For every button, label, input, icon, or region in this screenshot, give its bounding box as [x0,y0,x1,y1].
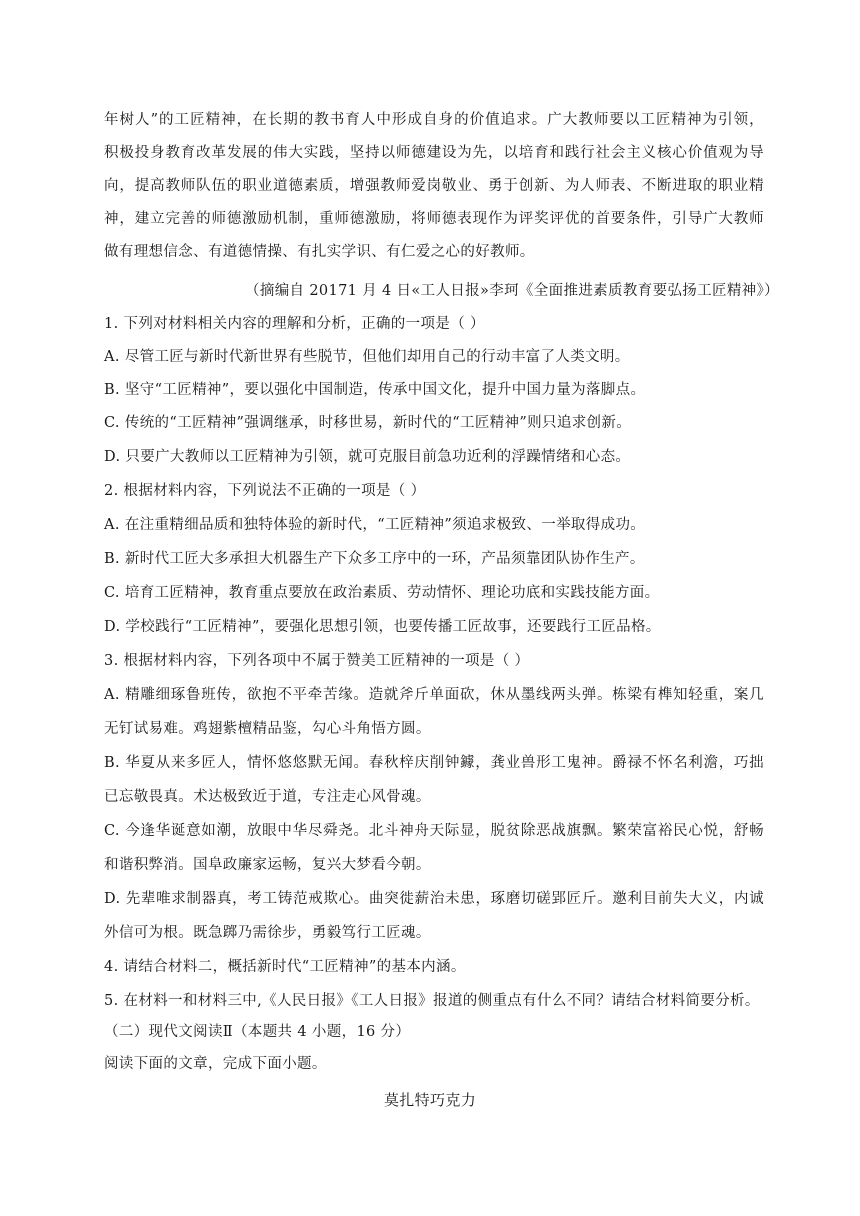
question-1-stem: 1. 下列对材料相关内容的理解和分析，正确的一项是（ ） [104,316,485,332]
article-title: 莫扎特巧克力 [383,1091,477,1109]
question-3-option-a-line2: 无钉试易难。鸡翅紫檀精品鉴，勾心斗角悟方圆。 [104,721,431,737]
section-2-heading: （二）现代文阅读Ⅱ（本题共 4 小题，16 分） [104,1024,411,1040]
passage-source: （摘编自 20171 月 4 日«工人日报»李珂《全面推进素质教育要弘扬工匠精神》） [245,283,779,299]
question-4-stem: 4. 请结合材料二，概括新时代“工匠精神”的基本内涵。 [104,959,466,975]
question-3-option-d-line2: 外信可为根。既急踯乃需徐步，勇毅笃行工匠魂。 [104,925,431,941]
question-5-stem: 5. 在材料一和材料三中,《人民日报》《工人日报》报道的侧重点有什么不同？请结合材料简要分析。 [104,993,760,1009]
question-3-option-a-line1: A. 精雕细琢鲁班传，欲抱不平牵苦缘。造就斧斤单面砍，休从墨线两头弹。栋梁有榫知轻重，案几 [104,687,764,703]
question-2-option-a: A. 在注重精细品质和独特体验的新时代，“工匠精神”须追求极致、一举取得成功。 [104,517,646,533]
question-3-option-b-line2: 已忘敬畏真。术达极致近于道，专注走心风骨魂。 [104,789,431,805]
question-2-stem: 2. 根据材料内容，下列说法不正确的一项是（ ） [104,483,426,499]
passage-line: 年树人”的工匠精神，在长期的教书育人中形成自身的价值追求。广大教师要以工匠精神为引领， [104,112,764,128]
section-2-instruction: 阅读下面的文章，完成下面小题。 [104,1056,327,1072]
question-1-option-c: C. 传统的“工匠精神”强调继承，时移世易，新时代的“工匠精神”则只追求创新。 [104,415,632,431]
question-3-option-b-line1: B. 华夏从来多匠人，情怀悠悠默无闻。春秋梓庆削钟鐻，龚业兽形工鬼神。爵禄不怀名利澹，巧拙 [104,755,764,771]
passage-line: 神，建立完善的师德激励机制，重师德激励，将师德表现作为评奖评优的首要条件，引导广大教师 [104,211,764,227]
question-3-option-c-line1: C. 今逢华诞意如潮，放眼中华尽舜尧。北斗神舟天际显，脱贫除恶战旗飘。繁荣富裕民心悦，舒畅 [104,823,764,839]
question-3-option-d-line1: D. 先辈唯求制器真，考工铸范戒欺心。曲突徙薪治未患，琢磨切磋郢匠斤。邀利目前失大义，内诚 [104,891,764,907]
question-2-option-d: D. 学校践行“工匠精神”，要强化思想引领，也要传播工匠故事，还要践行工匠品格。 [104,619,661,635]
question-1-option-d: D. 只要广大教师以工匠精神为引领，就可克服目前急功近利的浮躁情绪和心态。 [104,449,631,465]
question-1-option-a: A. 尽管工匠与新时代新世界有些脱节，但他们却用自己的行动丰富了人类文明。 [104,349,630,365]
question-1-option-b: B. 坚守“工匠精神”，要以强化中国制造，传承中国文化，提升中国力量为落脚点。 [104,382,646,398]
passage-line: 积极投身教育改革发展的伟大实践，坚持以师德建设为先，以培育和践行社会主义核心价值观为导 [104,145,764,161]
passage-line: 向，提高教师队伍的职业道德素质，增强教师爱岗敬业、勇于创新、为人师表、不断进取的职业精 [104,178,764,194]
question-3-stem: 3. 根据材料内容，下列各项中不属于赞美工匠精神的一项是（ ） [104,653,530,669]
passage-line: 做有理想信念、有道德情操、有扎实学识、有仁爱之心的好教师。 [104,244,535,260]
question-3-option-c-line2: 和谐积弊消。国阜政廉家运畅，复兴大梦看今朝。 [104,857,431,873]
question-2-option-b: B. 新时代工匠大多承担大机器生产下众多工序中的一环，产品须靠团队协作生产。 [104,551,645,567]
question-2-option-c: C. 培育工匠精神，教育重点要放在政治素质、劳动情怀、理论功底和实践技能方面。 [104,585,660,601]
